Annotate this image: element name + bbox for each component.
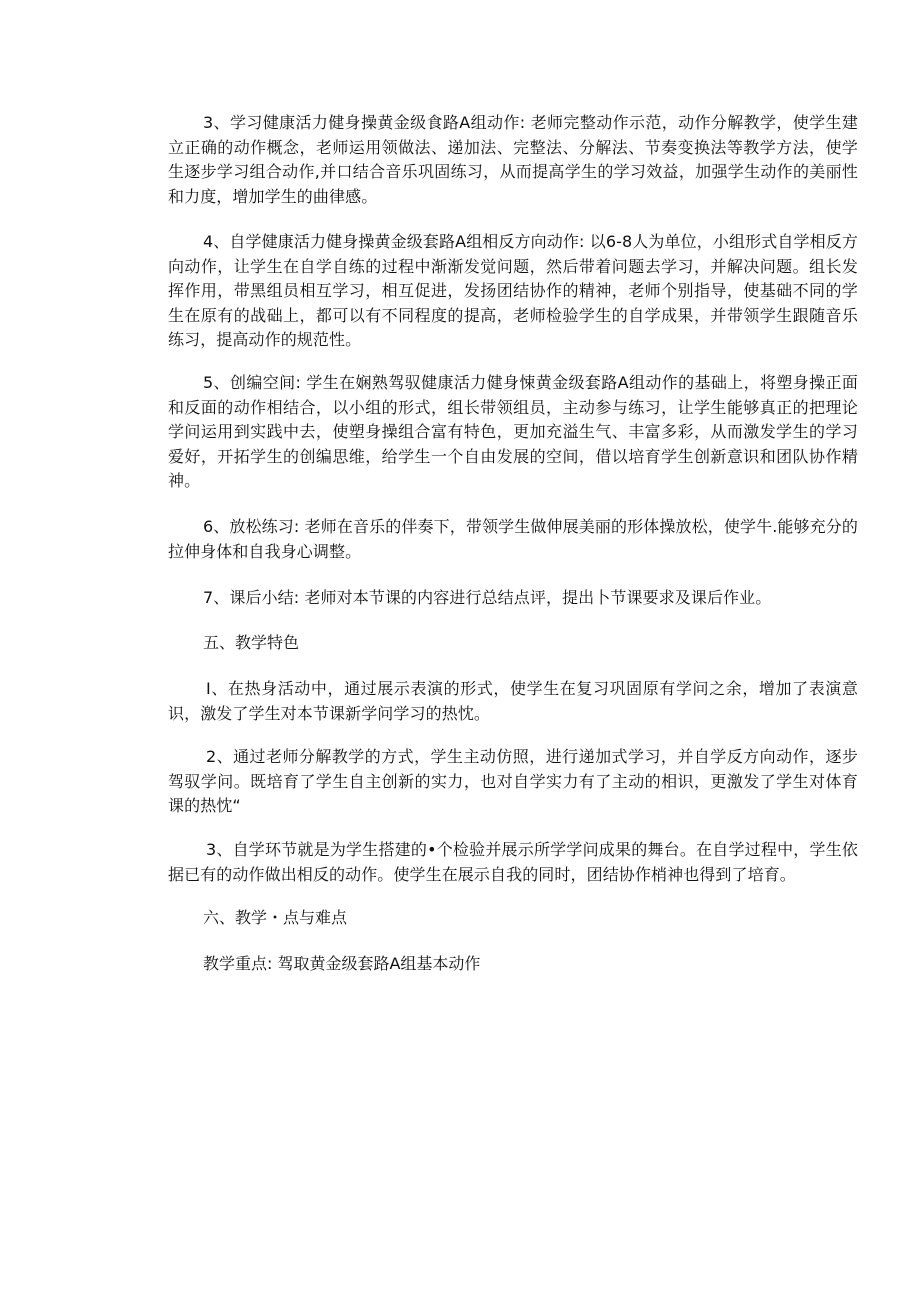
section-title-key-difficult-points: 六、教学・点与难点 — [203, 908, 348, 927]
feature-item-3: 3、自学环节就是为学生搭建的•个检验并展示所学学问成果的舞台。在自学过程中，学生依据已有的动作做出相反的动作。使学生在展示自我的同时，团结协作梢神也得到了培育。 — [168, 840, 858, 884]
feature-item-1: I、在热身活动中，通过展示表演的形式，使学生在复习巩固原有学问之余，增加了表演意识，激发了学生对本节课新学问学习的热忱。 — [168, 679, 858, 723]
paragraph-step-3: 3、学习健康活力健身操黄金级食路A组动作: 老师完整动作示范，动作分解教学，使学生建立正确的动作概念，老师运用领做法、递加法、完整法、分解法、节奏变换法等教学方法，使学生逐步学习组合动作,并口结合音乐巩固练习，从而提高学生的学习效益，加强学生动作的美丽性和力度，增加学生的曲律感。 — [168, 113, 858, 206]
section-title-teaching-features: 五、教学特色 — [203, 633, 300, 652]
key-point-text: 教学重点: 驾取黄金级套路A组基本动作 — [203, 954, 481, 973]
feature-item-2: 2、通过老师分解教学的方式，学生主动仿照，进行递加式学习，并自学反方向动作，逐步驾驭学问。既培育了学生自主创新的实力，也对自学实力有了主动的相识，更激发了学生对体育课的热忱“ — [168, 747, 858, 816]
paragraph-step-7: 7、课后小结: 老师对本节课的内容进行总结点评，提出卜节课要求及课后作业。 — [203, 588, 772, 607]
paragraph-step-6: 6、放松练习: 老师在音乐的伴奏下，带领学生做伸展美丽的形体操放松，使学牛.能够充分的拉伸身体和自我身心调整。 — [168, 517, 858, 561]
paragraph-step-5: 5、创编空间: 学生在娴熟驾驭健康活力健身悚黄金级套路A组动作的基础上，将塑身操正面和反面的动作相结合，以小组的形式，组长带领组员，主动参与练习，让学生能够真正的把理论学问运用到实践中去，使塑身操组合富有特色，更加充溢生气、丰富多彩，从而激发学生的学习爱好，开拓学生的创编思维，给学生一个自由发展的空间，借以培育学生创新意识和团队协作精神。 — [168, 373, 858, 491]
paragraph-step-4: 4、自学健康活力健身操黄金级套路A组相反方向动作: 以6-8人为单位，小组形式自学相反方向动作，让学生在自学自练的过程中渐渐发觉问题，然后带着问题去学习，并解决问题。组长发挥作用，带黑组员相互学习，相互促进，发扬团结协作的精神，老师个别指导，使基础不同的学生在原有的战础上，都可以有不同程度的提高，老师检验学生的自学成果，并带领学生跟随音乐练习，提高动作的规范性。 — [168, 232, 858, 350]
